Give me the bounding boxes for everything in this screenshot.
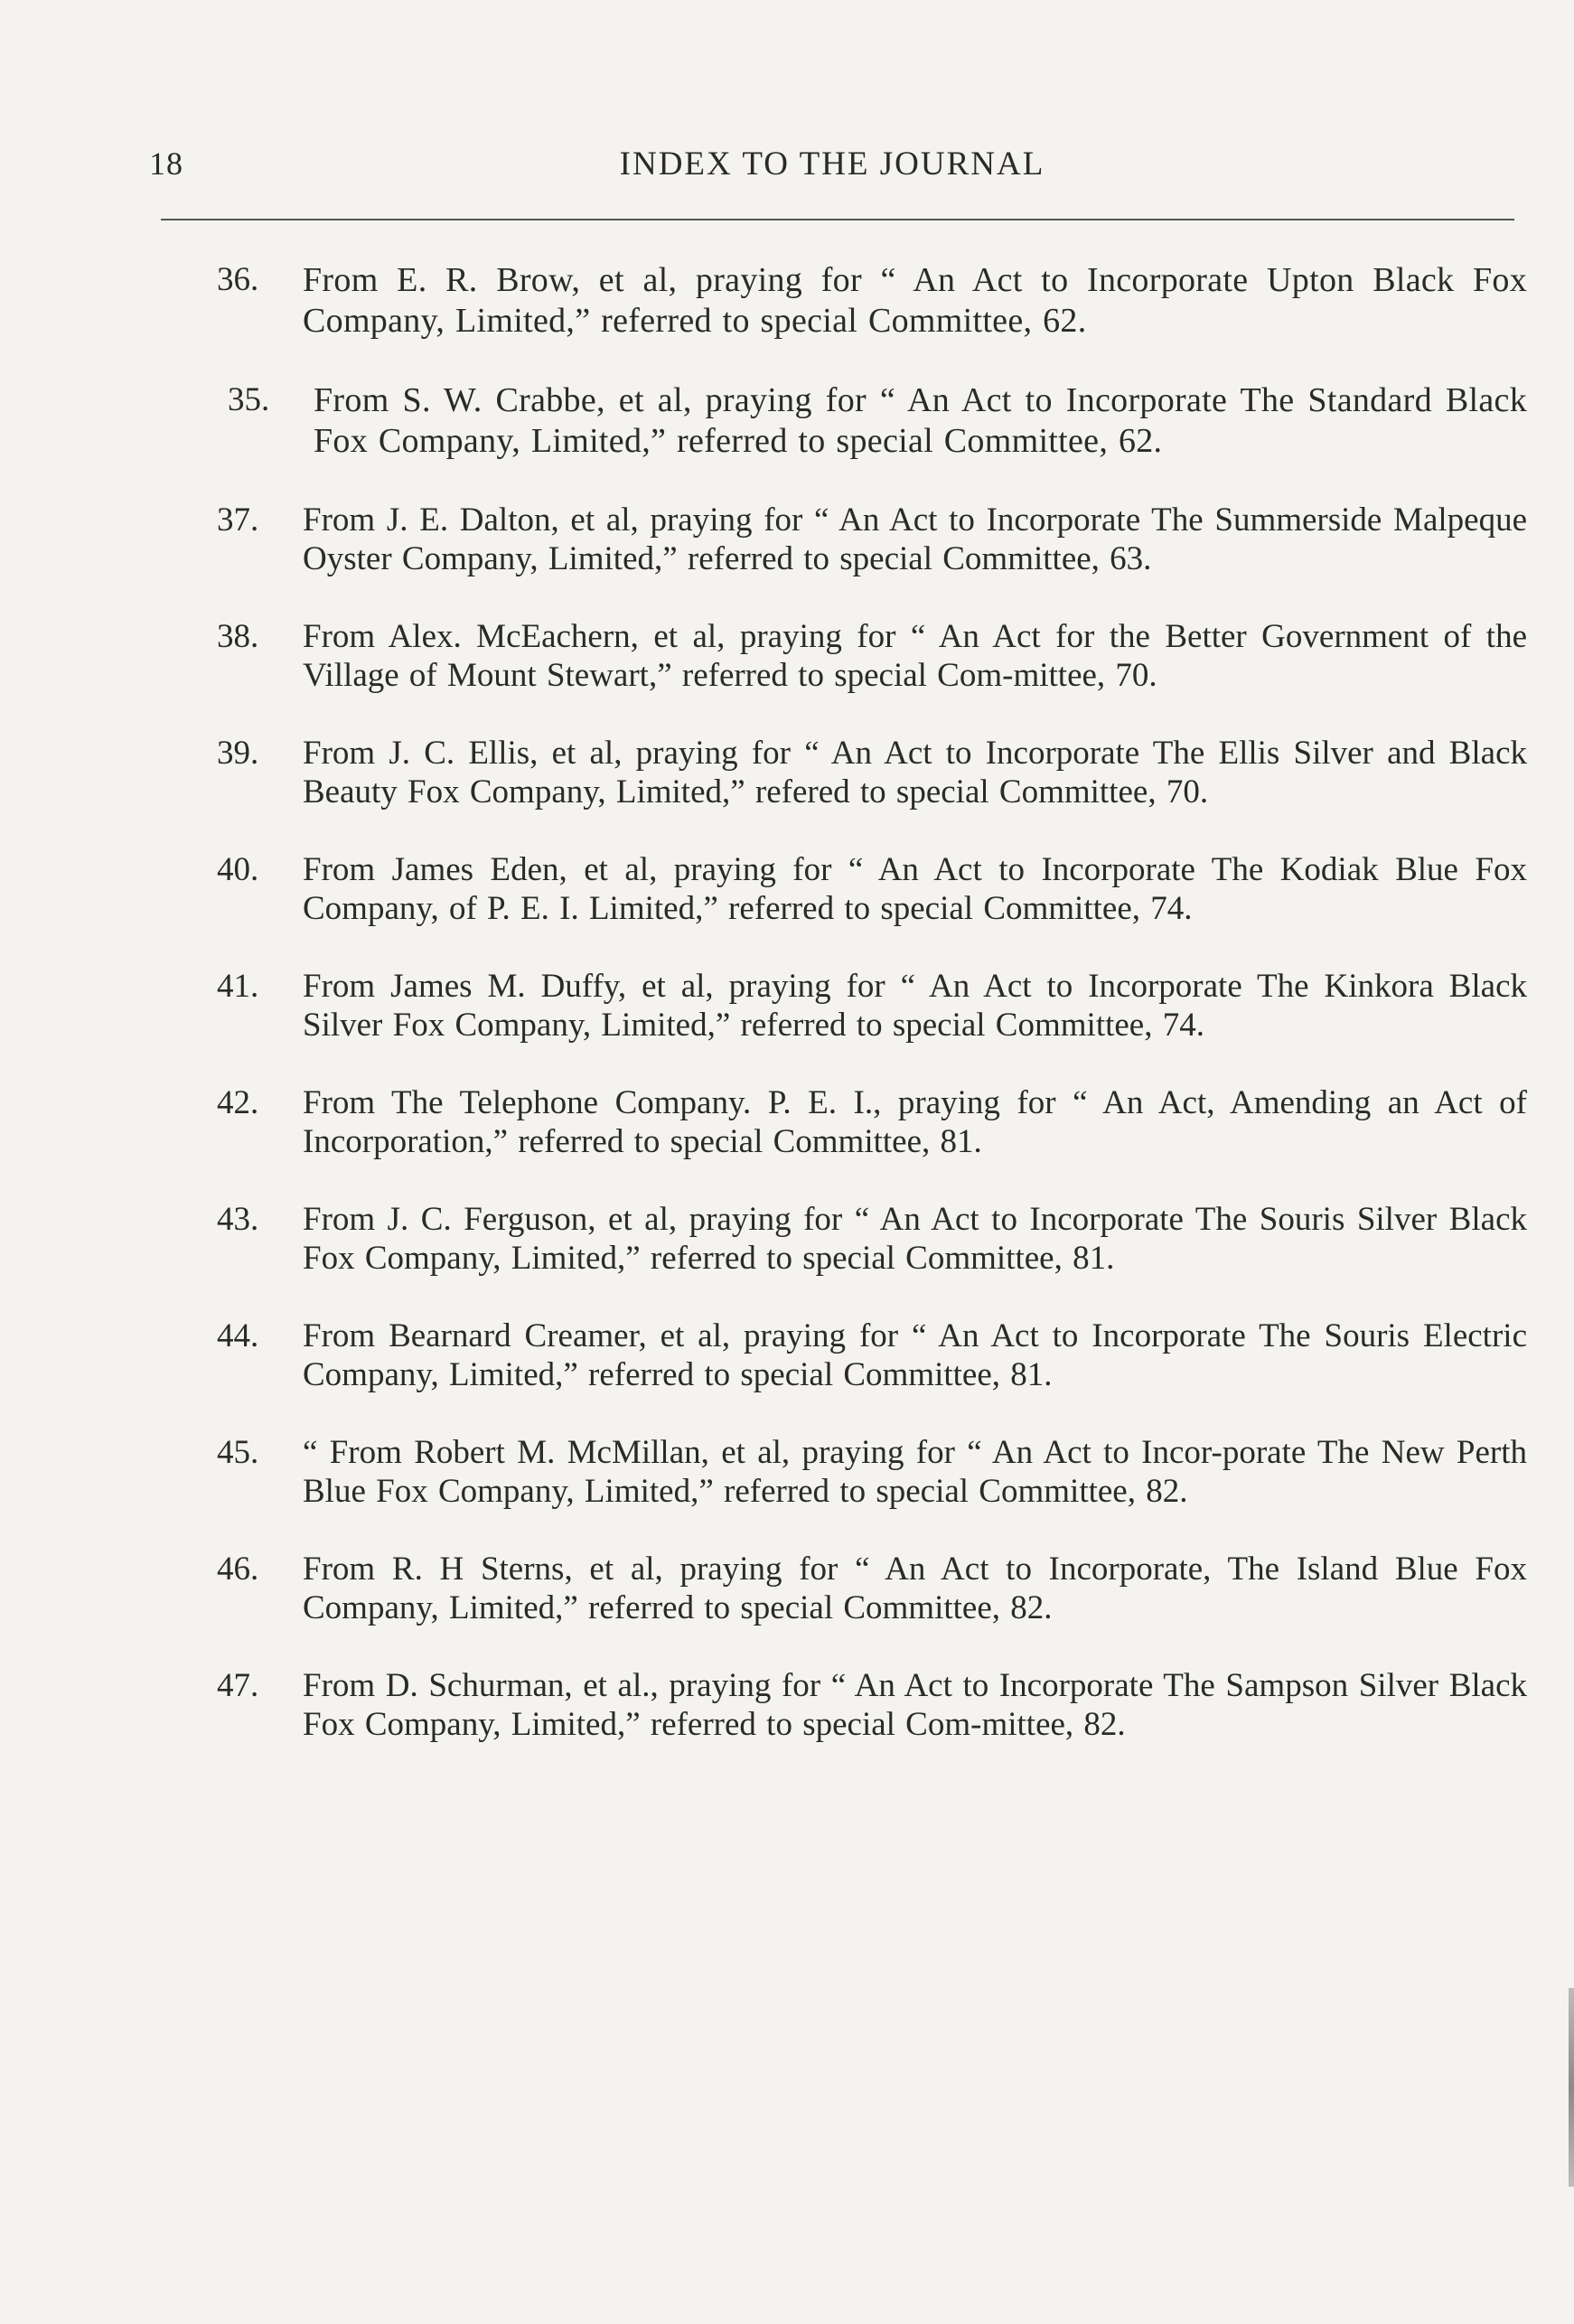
index-entry xyxy=(217,1083,1527,1161)
entry-text: From The Telephone Company. P. E. I., praying for “ An Act, Amending an Act of Incorporation,” referred to special Committee, 81. xyxy=(303,1084,1527,1160)
index-entry xyxy=(217,1666,1527,1744)
index-entry xyxy=(217,501,1527,578)
index-entry xyxy=(217,617,1527,695)
index-entry xyxy=(217,1550,1527,1627)
entry-text: From James Eden, et al, praying for “ An Act to Incorporate The Kodiak Blue Fox Company, of P. E. I. Limited,” referred to special Committee, 74. xyxy=(303,851,1527,927)
entry-number: 37. xyxy=(217,501,259,539)
entry-text: From Bearnard Creamer, et al, praying for “ An Act to Incorporate The Souris Electric Company, Limited,” referred to special Committee, 81. xyxy=(303,1317,1527,1393)
index-entry xyxy=(217,1433,1527,1511)
running-title: INDEX TO THE JOURNAL xyxy=(619,145,1045,183)
entry-text: From J. C. Ferguson, et al, praying for “ An Act to Incorporate The Souris Silver Black Fox Company, Limited,” referred to special Committee, 81. xyxy=(303,1201,1527,1277)
index-entry xyxy=(217,1317,1527,1394)
entry-number: 39. xyxy=(217,735,259,772)
entry-number: 40. xyxy=(217,851,259,888)
page-edge-shadow xyxy=(1569,1988,1574,2187)
entry-number: 38. xyxy=(217,618,259,655)
entry-text: From J. C. Ellis, et al, praying for “ An Act to Incorporate The Ellis Silver and Black Beauty Fox Company, Limited,” refered to special Committee, 70. xyxy=(303,735,1527,811)
index-entry xyxy=(228,380,1527,462)
page-number: 18 xyxy=(149,145,183,182)
entry-text: From S. W. Crabbe, et al, praying for “ An Act to Incorporate The Standard Black Fox Company, Limited,” referred to special Committee, 62. xyxy=(314,381,1527,460)
entry-number: 36. xyxy=(217,261,259,298)
index-entry xyxy=(217,1200,1527,1278)
entry-text: From James M. Duffy, et al, praying for “ An Act to Incorporate The Kinkora Black Silver Fox Company, Limited,” referred to special Committee, 74. xyxy=(303,968,1527,1044)
entry-text: From R. H Sterns, et al, praying for “ An Act to Incorporate, The Island Blue Fox Company, Limited,” referred to special Committee, 82. xyxy=(303,1551,1527,1626)
index-entry xyxy=(217,967,1527,1045)
entry-text: From E. R. Brow, et al, praying for “ An Act to Incorporate Upton Black Fox Company, Limited,” referred to special Committee, 62. xyxy=(303,261,1527,340)
entry-number: 35. xyxy=(228,381,270,418)
header-rule xyxy=(161,219,1514,220)
entry-text: “ From Robert M. McMillan, et al, praying for “ An Act to Incor-porate The New Perth Blue Fox Company, Limited,” referred to special Committee, 82. xyxy=(303,1434,1527,1510)
entry-number: 43. xyxy=(217,1201,259,1238)
index-entry xyxy=(217,850,1527,928)
entry-number: 45. xyxy=(217,1434,259,1471)
entry-number: 41. xyxy=(217,968,259,1005)
page-header xyxy=(149,136,1515,190)
entry-number: 44. xyxy=(217,1317,259,1354)
entry-text: From D. Schurman, et al., praying for “ An Act to Incorporate The Sampson Silver Black Fox Company, Limited,” referred to special Com-mittee, 82. xyxy=(303,1667,1527,1743)
entry-number: 46. xyxy=(217,1551,259,1588)
entry-text: From J. E. Dalton, et al, praying for “ An Act to Incorporate The Summerside Malpeque Oyster Company, Limited,” referred to special Committee, 63. xyxy=(303,501,1527,577)
entry-number: 47. xyxy=(217,1667,259,1704)
index-entry xyxy=(217,734,1527,811)
entry-number: 42. xyxy=(217,1084,259,1121)
index-entry xyxy=(217,260,1527,342)
entry-text: From Alex. McEachern, et al, praying for “ An Act for the Better Government of the Village of Mount Stewart,” referred to special Com-mittee, 70. xyxy=(303,618,1527,694)
index-entries xyxy=(217,260,1527,1783)
